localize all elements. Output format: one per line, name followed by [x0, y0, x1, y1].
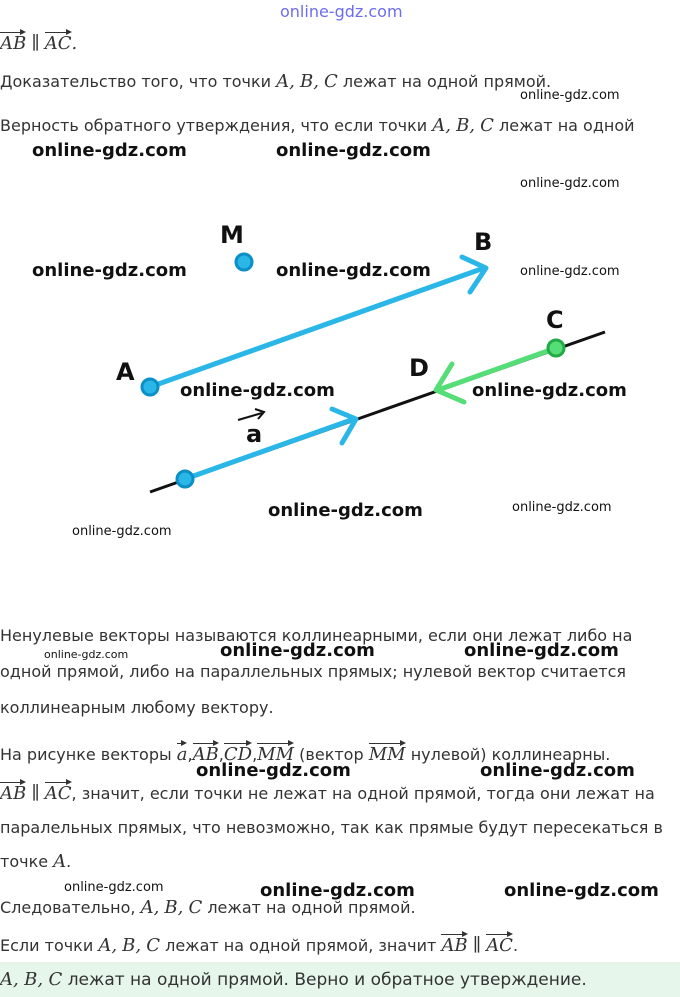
watermark-top: online-gdz.com — [280, 2, 403, 21]
vector-ab: AB — [441, 932, 467, 956]
vector-a-arrow — [185, 419, 354, 479]
watermark: online-gdz.com — [512, 500, 612, 515]
point-c: C — [146, 935, 160, 956]
parallel-symbol: ∥ — [472, 935, 482, 956]
point-b: B, — [299, 71, 319, 92]
watermark: online-gdz.com — [72, 524, 172, 539]
period: . — [71, 33, 78, 54]
watermark: online-gdz.com — [196, 760, 351, 781]
proof-line-3 — [0, 852, 71, 872]
watermark: online-gdz.com — [520, 176, 620, 191]
text: , значит, если точки не лежат на одной прямой, тогда они лежат на — [71, 784, 655, 803]
text: Если точки — [0, 936, 94, 955]
label-d: D — [409, 354, 429, 382]
watermark: online-gdz.com — [268, 500, 423, 521]
vector-mm-2: MM — [369, 741, 406, 765]
label-a: A — [116, 358, 135, 386]
parallel-symbol: ∥ — [31, 33, 40, 54]
vector-ab-arrow — [150, 268, 484, 387]
point-a-vec-start — [177, 471, 193, 487]
def-line-3: коллинеарным любому вектору. — [0, 698, 274, 717]
text: лежат на одной прямой. — [207, 898, 416, 917]
watermark: online-gdz.com — [32, 140, 187, 161]
text: лежат на одной прямой. Верно и обратное утверждение. — [67, 970, 587, 990]
point-a: A, — [98, 935, 118, 956]
watermark: online-gdz.com — [44, 648, 129, 661]
watermark: online-gdz.com — [464, 640, 619, 661]
line-proof-heading — [0, 72, 551, 92]
text: Следовательно, — [0, 898, 136, 917]
point-b: B, — [456, 115, 476, 136]
line-parallel-1 — [0, 30, 77, 54]
point-c: C — [480, 115, 494, 136]
text: лежат на одной прямой. — [342, 72, 552, 91]
watermark: online-gdz.com — [276, 140, 431, 161]
period: . — [66, 852, 72, 871]
comma: , — [187, 745, 193, 764]
vector-a: a — [177, 741, 188, 765]
label-vec-a: a — [246, 420, 263, 448]
point-b: B, — [122, 935, 142, 956]
proof-line-1 — [0, 780, 655, 804]
text: лежат на одной — [499, 116, 635, 135]
watermark: online-gdz.com — [220, 640, 375, 661]
watermark: online-gdz.com — [472, 380, 627, 401]
watermark: online-gdz.com — [276, 260, 431, 281]
comma: , — [252, 745, 258, 764]
label-c: C — [546, 306, 564, 334]
vector-mm: MM — [257, 741, 294, 765]
point-a: A, — [0, 969, 19, 990]
watermark: online-gdz.com — [180, 380, 335, 401]
converse-line — [0, 932, 518, 956]
point-c-dot — [548, 340, 564, 356]
watermark: online-gdz.com — [64, 880, 164, 895]
text: лежат на одной прямой, значит — [165, 936, 437, 955]
vector-ac: AC — [45, 780, 72, 804]
point-c: C — [324, 71, 338, 92]
label-b: B — [474, 228, 493, 256]
watermark: online-gdz.com — [520, 88, 620, 103]
answer-box — [0, 962, 680, 997]
point-m — [236, 254, 252, 270]
point-a: A, — [276, 71, 295, 92]
answer-line — [0, 970, 587, 990]
watermark: online-gdz.com — [504, 880, 659, 901]
vector-ab: AB — [193, 741, 219, 765]
text: точке — [0, 852, 49, 871]
point-b: B, — [24, 969, 44, 990]
point-c: C — [48, 969, 63, 990]
vector-ac: AC — [45, 30, 72, 54]
proof-line-2: паралельных прямых, что невозможно, так как прямые будут пересекаться в — [0, 818, 663, 837]
label-m: M — [220, 221, 244, 249]
point-a: A, — [140, 897, 160, 918]
watermark: online-gdz.com — [32, 260, 187, 281]
point-b: B, — [164, 897, 184, 918]
vector-ac: AC — [486, 932, 513, 956]
point-a-dot — [142, 379, 158, 395]
def-line-1: Ненулевые векторы называются коллинеарными, если они лежат либо на — [0, 626, 633, 645]
text: нулевой) коллинеарны. — [410, 745, 611, 764]
text: На рисунке векторы — [0, 745, 172, 764]
vector-figure — [0, 180, 680, 540]
period: . — [512, 936, 519, 955]
text: (вектор — [299, 745, 364, 764]
watermark: online-gdz.com — [520, 264, 620, 279]
watermark: online-gdz.com — [260, 880, 415, 901]
vector-ab: AB — [0, 30, 26, 54]
point-c: C — [188, 897, 203, 918]
vector-cd: CD — [224, 741, 252, 765]
text: Доказательство того, что точки — [0, 72, 272, 91]
comma: , — [218, 745, 224, 764]
point-a: A — [53, 851, 67, 872]
parallel-symbol: ∥ — [31, 783, 40, 804]
point-a: A, — [432, 115, 451, 136]
vector-ab: AB — [0, 780, 26, 804]
watermark: online-gdz.com — [480, 760, 635, 781]
def-line-2: одной прямой, либо на параллельных прямых; нулевой вектор считается — [0, 662, 627, 681]
conclusion-line — [0, 898, 416, 918]
line-converse-heading — [0, 116, 635, 136]
text: Верность обратного утверждения, что если точки — [0, 116, 428, 135]
